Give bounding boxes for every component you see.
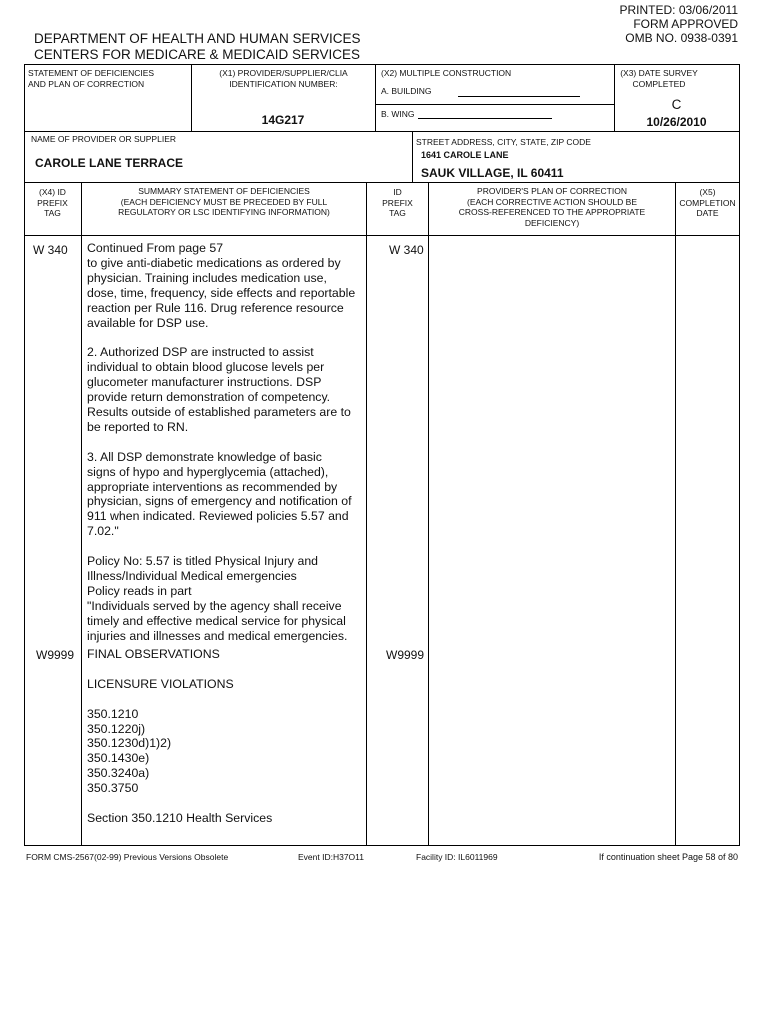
facility-id: Facility ID: IL6011969 xyxy=(416,852,498,862)
building-label: A. BUILDING xyxy=(381,86,432,96)
statement-label: STATEMENT OF DEFICIENCIES AND PLAN OF CORRECTION xyxy=(28,68,155,89)
survey-code: C xyxy=(671,97,682,112)
entry-tag: W9999 xyxy=(36,648,75,662)
col-plan-header: PROVIDER'S PLAN OF CORRECTION (EACH CORRECTIVE ACTION SHOULD BE CROSS-REFERENCED TO THE APPROPRIATE DEFICIENCY) xyxy=(458,186,646,228)
x2-label: (X2) MULTIPLE CONSTRUCTION xyxy=(381,68,512,78)
x1-label: (X1) PROVIDER/SUPPLIER/CLIA IDENTIFICATION NUMBER: xyxy=(219,68,348,89)
continuation-page: If continuation sheet Page 58 of 80 xyxy=(598,852,738,862)
entry-id-tag: W 340 xyxy=(389,243,424,257)
street-address: 1641 CAROLE LANE xyxy=(421,150,509,160)
survey-date: 10/26/2010 xyxy=(646,115,707,129)
entry-text: FINAL OBSERVATIONS LICENSURE VIOLATIONS 350.1210 350.1220j) 350.1230d)1)2) 350.1430e) 350.3240a) 350.3750 Section 350.1210 Health Services xyxy=(87,647,273,825)
event-id: Event ID:H37O11 xyxy=(298,852,364,862)
department-title: DEPARTMENT OF HEALTH AND HUMAN SERVICES xyxy=(34,31,361,46)
col-summary-header: SUMMARY STATEMENT OF DEFICIENCIES (EACH DEFICIENCY MUST BE PRECEDED BY FULL REGULATORY OR LSC IDENTIFYING INFORMATION) xyxy=(118,186,330,217)
entry-text: Continued From page 57 to give anti-diabetic medications as ordered by physician. Training includes medication use, dose, time, frequency, side effects and reportable reaction per Rule 116. Drug reference resource available for DSP use. 2. Authorized DSP are instructed to assist individual to obtain blood glucose levels per glucometer manufacturer instructions. DSP provide return demonstration of competency. Results outside of established parameters are to be reported to RN. 3. All DSP demonstrate knowledge of basic signs of hypo and hyperglycemia (attached), appropriate interventions as recommended by physician, signs of emergency and notification of 911 when indicated. Reviewed policies 5.57 and 7.02." Policy No: 5.57 is titled Physical Injury and Illness/Individual Medical emergencies Policy reads in part "Individuals served by the agency shall receive timely and effective medical service for physical injuries and illnesses and medical emergencies. xyxy=(87,241,356,643)
col-x4-header: (X4) ID PREFIX TAG xyxy=(37,187,68,218)
provider-name-label: NAME OF PROVIDER OR SUPPLIER xyxy=(31,134,176,144)
col-x5-header: (X5) COMPLETION DATE xyxy=(679,187,736,218)
printed-date: PRINTED: 03/06/2011 xyxy=(619,3,738,17)
omb-number: OMB NO. 0938-0391 xyxy=(625,31,738,45)
x3-label: (X3) DATE SURVEY COMPLETED xyxy=(620,68,698,89)
centers-title: CENTERS FOR MEDICARE & MEDICAID SERVICES xyxy=(34,47,361,62)
address-label: STREET ADDRESS, CITY, STATE, ZIP CODE xyxy=(416,137,591,147)
form-approved: FORM APPROVED xyxy=(633,17,738,31)
provider-name: CAROLE LANE TERRACE xyxy=(35,156,184,170)
wing-label: B. WING xyxy=(381,109,415,119)
entry-id-tag: W9999 xyxy=(386,648,425,662)
entry-tag: W 340 xyxy=(33,243,68,257)
form-number: FORM CMS-2567(02-99) Previous Versions Obsolete xyxy=(26,852,229,862)
col-id-header: ID PREFIX TAG xyxy=(382,187,413,218)
city-state-zip: SAUK VILLAGE, IL 60411 xyxy=(421,166,564,180)
provider-id: 14G217 xyxy=(261,113,305,127)
